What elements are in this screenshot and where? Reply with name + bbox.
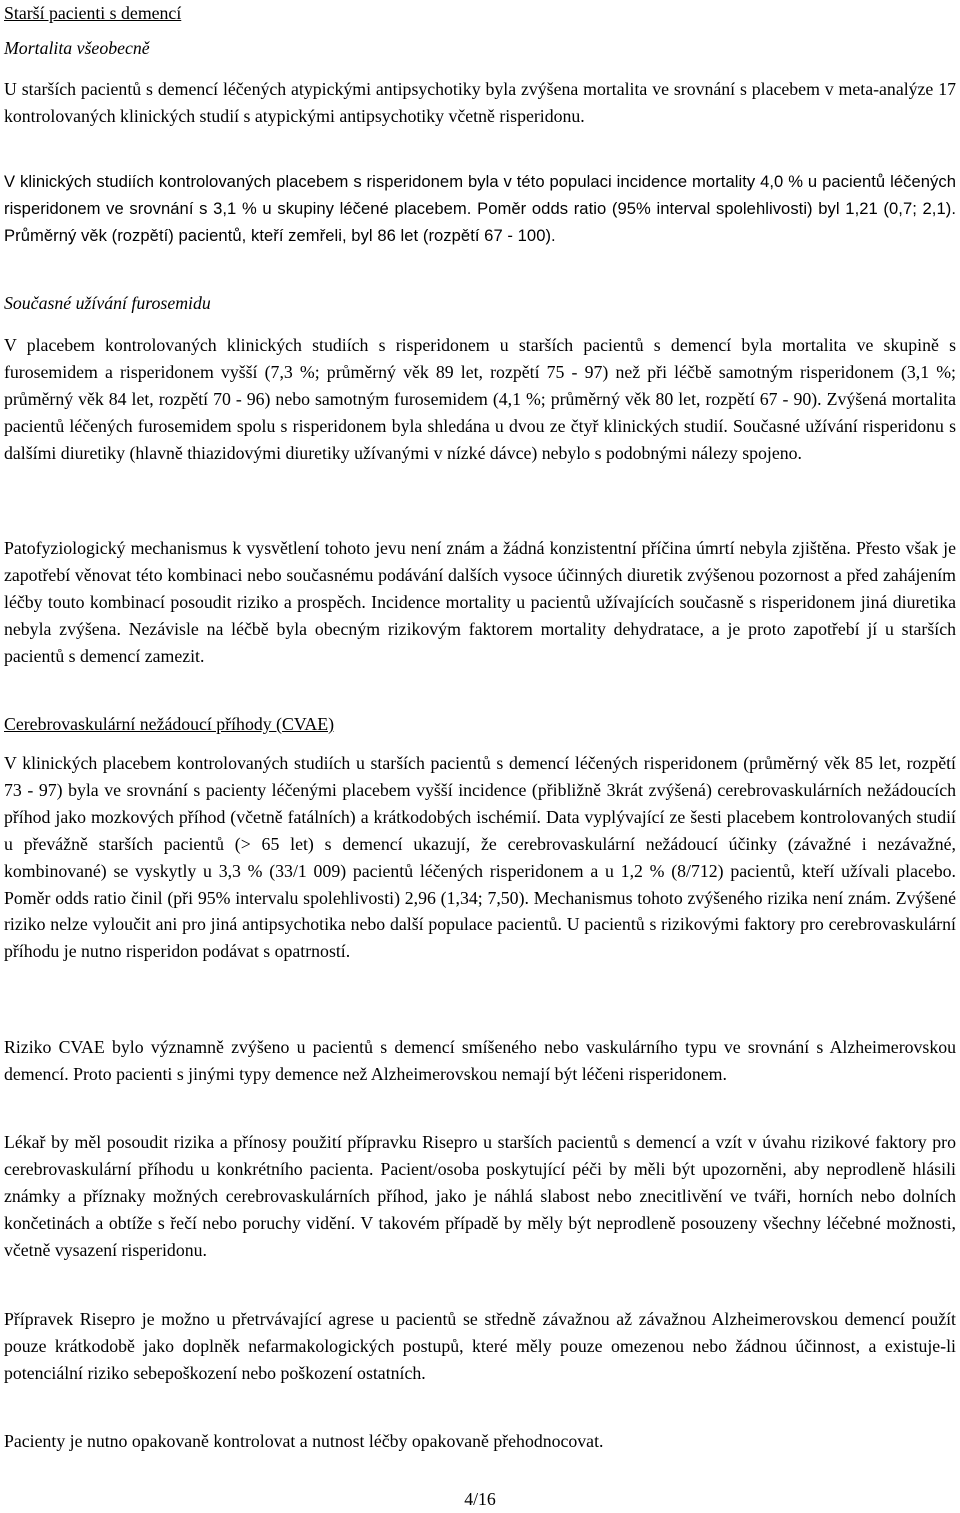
odds-ratio-text: Poměr odds ratio (95% interval spolehlivosti) byl 1,21 (0,7; 2,1). [477, 198, 956, 218]
section-heading-cvae: Cerebrovaskulární nežádoucí příhody (CVAE) [4, 714, 335, 734]
subheading-general-mortality: Mortalita všeobecně [4, 38, 150, 58]
paragraph-risk-assessment: Lékař by měl posoudit rizika a přínosy použití přípravku Risepro u starších pacientů s demencí a vzít v úvahu rizikové faktory pro cerebrovaskulární příhodu u konkrétního pacienta. Pacient/osoba poskytující péči by měli být upozorněni, aby neprodleně hlásili známky a příznaky možných cerebrovaskulárních příhod, jako je náhlá slabost nebo znecitlivění ve tváři, horních nebo dolních končetinách a obtíže s řečí nebo poruchy vidění. V takovém případě by měly být neprodleně posouzeny všechny léčebné možnosti, včetně vysazení risperidonu. [4, 1132, 956, 1260]
section-heading-elderly-dementia: Starší pacienti s demencí [4, 3, 182, 23]
paragraph-mortality-meta-analysis: U starších pacientů s demencí léčených atypickými antipsychotiky byla zvýšena mortalita ve srovnání s placebem v meta-analýze 17 kontrolovaných klinických studií s atypickými antipsychotiky včetně risperidonu. [4, 79, 956, 126]
paragraph-pathophysiology: Patofyziologický mechanismus k vysvětlení tohoto jevu není znám a žádná konzistentní příčina úmrtí nebyla zjištěna. Přesto však je zapotřebí věnovat této kombinaci nebo současnému podávání dalších vysoce účinných diuretik zvýšenou pozornost a před zahájením léčby touto kombinací posoudit riziko a prospěch. Incidence mortality u pacientů užívajících současně s risperidonem jiná diuretika nebyla zvýšena. Nezávisle na léčbě byla obecným rizikovým faktorem mortality dehydratace, a je proto zapotřebí jí u starších pacientů s demencí zamezit. [4, 538, 956, 666]
page-number: 4/16 [464, 1489, 496, 1509]
paragraph-mortality-incidence [4, 169, 956, 250]
paragraph-repeated-monitoring: Pacienty je nutno opakovaně kontrolovat a nutnost léčby opakovaně přehodnocovat. [4, 1431, 604, 1451]
average-age-text: Průměrný věk (rozpětí) pacientů, kteří zemřeli, byl 86 let (rozpětí 67 - 100). [4, 225, 556, 245]
paragraph-furosemide-mortality: V placebem kontrolovaných klinických studiích s risperidonem u starších pacientů s demencí byla mortalita ve skupině s furosemidem a risperidonem vyšší (7,3 %; průměrný věk 89 let, rozpětí 75 - 97) než při léčbě samotným risperidonem (3,1 %; průměrný věk 84 let, rozpětí 70 - 96) nebo samotným furosemidem (4,1 %; průměrný věk 80 let, rozpětí 67 - 90). Zvýšená mortalita pacientů léčených furosemidem spolu s risperidonem byla shledána u dvou ze čtyř klinických studií. Současné užívání risperidonu s dalšími diuretiky (hlavně thiazidovými diuretiky užívanými v nízké dávce) nebylo s podobnými nálezy spojeno. [4, 335, 956, 463]
mortality-incidence-text: V klinických studiích kontrolovaných placebem s risperidonem byla v této populaci incidence mortality 4,0 % u pacientů léčených risperidonem ve srovnání s 3,1 % u skupiny léčené placebem. [4, 172, 956, 218]
paragraph-risepro-aggression: Přípravek Risepro je možno u přetrvávající agrese u pacientů se středně závažnou až závažnou Alzheimerovskou demencí použít pouze krátkodobě jako doplněk nefarmakologických postupů, které měly pouze omezenou nebo žádnou účinnost, a existuje-li potenciální riziko sebepoškození nebo poškození ostatních. [4, 1309, 956, 1383]
subheading-furosemide: Současné užívání furosemidu [4, 293, 211, 313]
paragraph-cvae-dementia-types: Riziko CVAE bylo významně zvýšeno u pacientů s demencí smíšeného nebo vaskulárního typu ve srovnání s Alzheimerovskou demencí. Proto pacienti s jinými typy demence než Alzheimerovskou nemají být léčeni risperidonem. [4, 1037, 956, 1084]
paragraph-cvae-studies: V klinických placebem kontrolovaných studiích u starších pacientů s demencí léčených risperidonem (průměrný věk 85 let, rozpětí 73 - 97) byla ve srovnání s pacienty léčenými placebem vyšší incidence (přibližně 3krát zvýšená) cerebrovaskulárních nežádoucích příhod jako mozkových příhod (včetně fatálních) a krátkodobých ischémií. Data vyplývající ze šesti placebem kontrolovaných studií u převážně starších pacientů (> 65 let) s demencí ukazují, že cerebrovaskulární nežádoucí účinky (závažné i nezávažné, kombinované) se vyskytly u 3,3 % (33/1 009) pacientů léčených risperidonem a u 1,2 % (8/712) pacientů, kteří užívali placebo. Poměr odds ratio činil (při 95% intervalu spolehlivosti) 2,96 (1,34; 7,50). Mechanismus tohoto zvýšeného rizika není znám. Zvýšené riziko nelze vyloučit ani pro jiná antipsychotika nebo další populace pacientů. U pacientů s rizikovými faktory pro cerebrovaskulární příhodu je nutno risperidon podávat s opatrností. [4, 753, 956, 962]
